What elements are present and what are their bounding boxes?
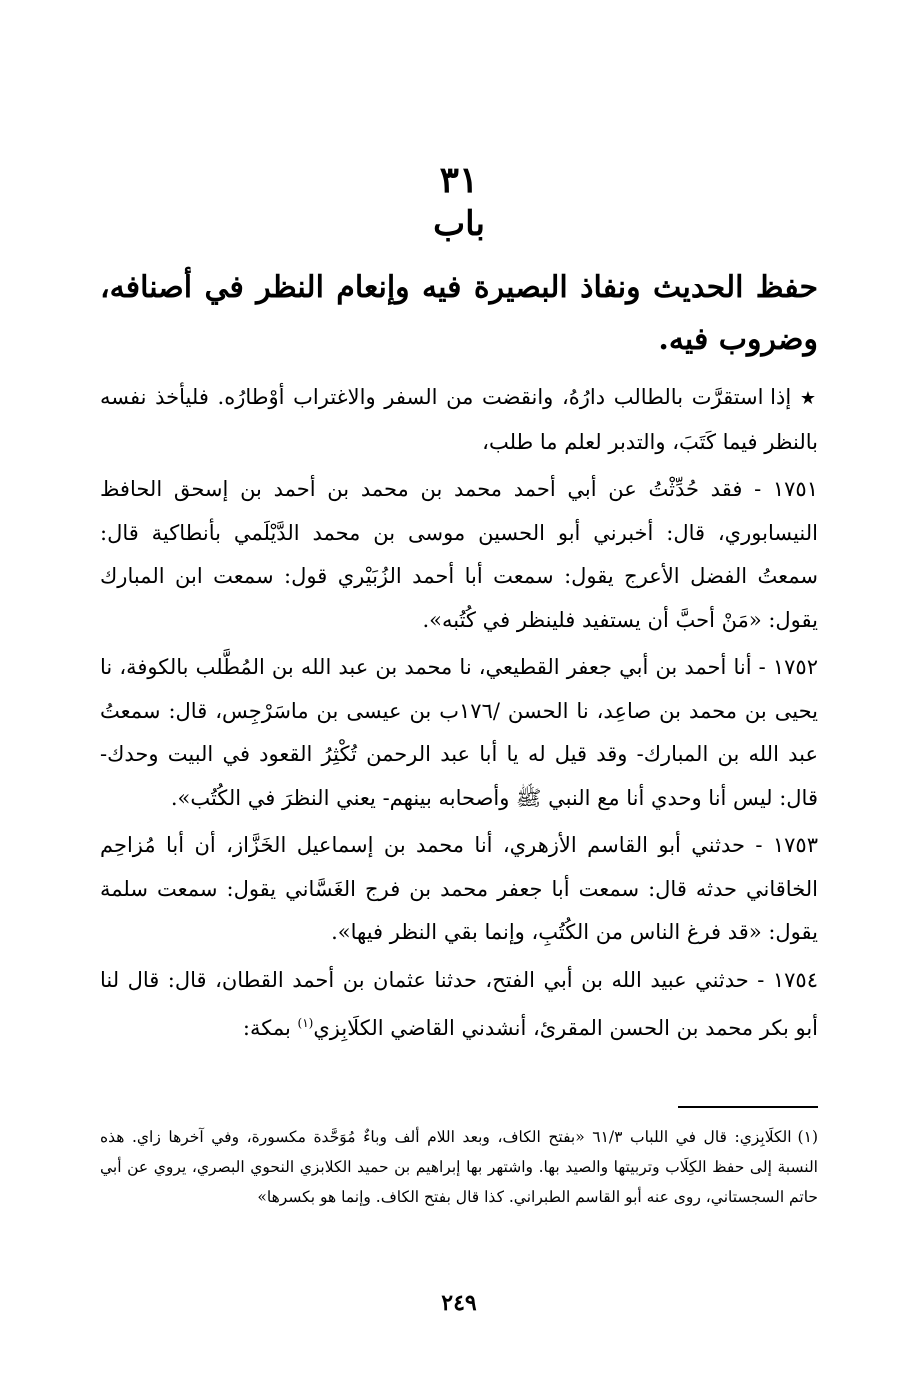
- entry-1754-end: بمكة:: [242, 1016, 298, 1040]
- footnote-reference: (١): [297, 1016, 314, 1030]
- entry-1752: ١٧٥٢ - أنا أحمد بن أبي جعفر القطيعي، نا محمد بن عبد الله بن المُطَّلب بالكوفة، نا يحيى بن محمد بن صاعِد، نا الحسن /١٧٦ب بن عيسى بن ماسَرْجِس، قال: سمعتُ عبد الله بن المبارك- وقد قيل له يا أبا عبد الرحمن تُكْثِرُ القعود في البيت وحدك- قال: ليس أنا وحدي أنا مع النبي ﷺ وأصحابه بينهم- يعني النظرَ في الكُتُب».: [100, 655, 818, 810]
- footnote-1: [100, 1122, 818, 1212]
- entry-1754: [100, 959, 818, 1051]
- entry-1754-text: ١٧٥٤ - حدثني عبيد الله بن أبي الفتح، حدثنا عثمان بن أحمد القطان، قال: قال لنا أبو بكر محمد بن الحسن المقرئ، أنشدني القاضي الكلَابِزي: [100, 967, 818, 1040]
- entry-1753: ١٧٥٣ - حدثني أبو القاسم الأزهري، أنا محمد بن إسماعيل الخَزَّاز، أن أبا مُزاحِم الخاقاني حدثه قال: سمعت أبا جعفر محمد بن فرج الغَسَّاني يقول: سمعت سلمة يقول: «قد فرغ الناس من الكُتُبِ، وإنما بقي النظر فيها».: [100, 833, 818, 944]
- chapter-number: ٣١: [439, 159, 479, 201]
- chapter-label: باب: [433, 204, 485, 244]
- footnote-number: (١): [797, 1128, 818, 1146]
- entry-1751: ١٧٥١ - فقد حُدِّثْتُ عن أبي أحمد محمد بن محمد بن أحمد بن إسحق الحافظ النيسابوري، قال: أخبرني أبو الحسين موسى بن محمد الدَّيْلَمي بأنطاكية قال: سمعتُ الفضل الأعرج يقول: سمعت أبا أحمد الزُبَيْري قول: سمعت ابن المبارك يقول: «مَنْ أحبَّ أن يستفيد فلينظر في كُتُبه».: [100, 477, 818, 632]
- footnotes: [100, 1122, 818, 1212]
- intro-paragraph: [100, 376, 818, 464]
- body-text: [100, 376, 818, 1055]
- intro-text: إذا استقرَّت بالطالب دارُهُ، وانقضت من السفر والاغتراب أوْطارُه. فليأخذ نفسه بالنظر فيما كَتَبَ، والتدبر لعلم ما طلب،: [100, 385, 818, 454]
- chapter-title: حفظ الحديث ونفاذ البصيرة فيه وإنعام النظر في أصنافه، وضروب فيه.: [100, 270, 818, 357]
- page-number: ٢٤٩: [441, 1290, 477, 1316]
- footnote-divider: [678, 1106, 818, 1108]
- footnote-text: الكلَابِزي: قال في اللباب ٦١/٣ «بفتح الكاف، وبعد اللام ألف وباءٌ مُوَحَّدة مكسورة، وفي آخرها زاي. هذه النسبة إلى حفظ الكِلَاب وتربيتها والصيد بها. واشتهر بها إبراهيم بن حميد الكلابزي النحوي البصري، يروي عن أبي حاتم السجستاني، روى عنه أبو القاسم الطبراني. كذا قال بفتح الكاف. وإنما هو بكسرها»: [100, 1128, 818, 1206]
- star-icon: ★: [799, 388, 818, 409]
